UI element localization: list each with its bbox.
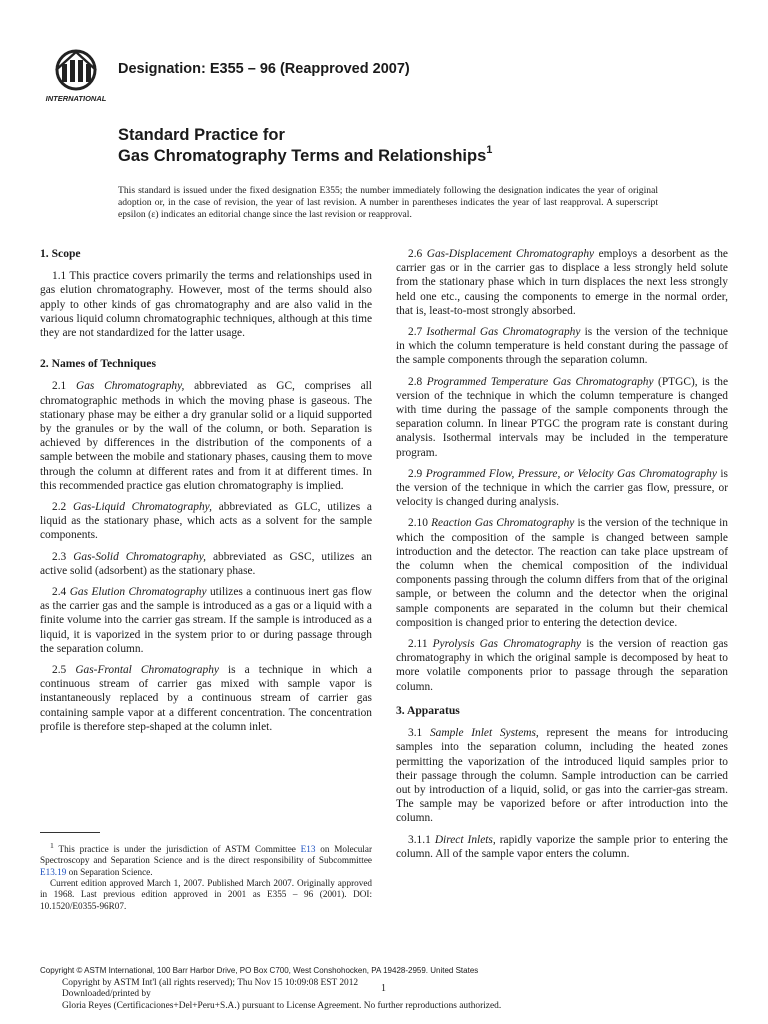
para-2-10: 2.10 Reaction Gas Chromatography is the version of the technique in which the composition of the sample is changed between sample introduction and the detector. The reaction can take place upstream of the column when the chemical composition of the individual components passing through the column differs from that of the original sample, or between the column and the detector when the original sample components are separated in the column but their chemical composition is changed prior to entering the detection device. bbox=[396, 517, 728, 629]
footnote-edition: Current edition approved March 1, 2007. Published March 2007. Originally approved in 1968. Last previous edition approved in 2001 as E355 – 96 (2001). DOI: 10.1520/E0355-96R07. bbox=[40, 877, 372, 911]
designation: Designation: E355 – 96 (Reapproved 2007) bbox=[118, 61, 410, 77]
para-2-3: 2.3 Gas-Solid Chromatography, abbreviated as GSC, utilizes an active solid (adsorbent) as the stationary phase. bbox=[40, 550, 372, 577]
download-line-2: Downloaded/printed by bbox=[62, 989, 151, 1000]
para-3-1-1: 3.1.1 Direct Inlets, rapidly vaporize the sample prior to entering the column. All of the sample vapor enters the column. bbox=[396, 833, 728, 860]
download-line-1: Copyright by ASTM Int'l (all rights reserved); Thu Nov 15 10:09:08 EST 2012 bbox=[62, 978, 359, 988]
para-2-4: 2.4 Gas Elution Chromatography utilizes a continuous inert gas flow as the carrier gas and the sample is introduced as a gas or a liquid with a finite volume into the carrier gas stream. If the sample is introduced as a liquid, it is vaporized in the system prior to or during passage through the separation column. bbox=[40, 586, 372, 655]
link-e13-19[interactable]: E13.19 bbox=[40, 866, 67, 877]
section-heading-scope: 1. Scope bbox=[40, 247, 81, 260]
left-column bbox=[40, 247, 372, 741]
para-2-7: 2.7 Isothermal Gas Chromatography is the version of the technique in which the column temperature is held constant during the passage of the sample components through the separation column. bbox=[396, 326, 728, 367]
section-heading-apparatus: 3. Apparatus bbox=[396, 703, 460, 717]
para-2-6: 2.6 Gas-Displacement Chromatography employs a desorbent as the carrier gas or in the carrier gas to displace a less strongly held solute from the stationary phase which in turn displaces the next less strongly held one etc., causing the components to emerge in the normal order, that is, least-to-most strongly absorbed. bbox=[396, 248, 728, 317]
title-line-2 bbox=[118, 144, 493, 166]
logo-text: INTERNATIONAL bbox=[45, 94, 107, 103]
right-column bbox=[396, 247, 728, 868]
para-2-11: 2.11 Pyrolysis Gas Chromatography is the version of reaction gas chromatography in which the original sample is decomposed by heat to more volatile components prior to passage through the separation column. bbox=[396, 638, 728, 693]
astm-logo-mark bbox=[42, 46, 110, 108]
download-notice bbox=[62, 978, 501, 1012]
link-e13[interactable]: E13 bbox=[300, 844, 316, 855]
footnotes bbox=[40, 840, 372, 912]
title-line-1: Standard Practice for bbox=[118, 126, 285, 144]
para-2-2: 2.2 Gas-Liquid Chromatography, abbreviated as GLC, utilizes a liquid as the stationary phase, which acts as a solvent for the sample components. bbox=[40, 501, 372, 542]
download-line-3: Gloria Reyes (Certificaciones+Del+Peru+S.A.) pursuant to License Agreement. No further reproductions authorized. bbox=[62, 1000, 502, 1011]
copyright-line: Copyright © ASTM International, 100 Barr Harbor Drive, PO Box C700, West Conshohocken, PA 19428-2959. United States bbox=[40, 966, 479, 975]
para-2-9: 2.9 Programmed Flow, Pressure, or Velocity Gas Chromatography is the version of the technique in which the carrier gas flow, pressure, or velocity is changed during analysis. bbox=[396, 467, 728, 509]
footnote-rule bbox=[40, 832, 100, 833]
title-text: Gas Chromatography Terms and Relationships bbox=[118, 147, 487, 165]
para-1-1: 1.1 This practice covers primarily the terms and relationships used in gas elution chromatography. However, most of the terms should also apply to other kinds of gas chromatography and are also valid in the various liquid column chromatographic techniques, although at this time they are not standardized for the latter usage. bbox=[40, 270, 372, 340]
footnote-1: $^1$ This practice is under the jurisdiction of ASTM Committee E13 on Molecular Spectroscopy and Separation Science and is the direct responsibility of Subcommittee E13.19 on Separation Science. bbox=[40, 841, 373, 877]
section-heading-names: 2. Names of Techniques bbox=[40, 357, 156, 371]
page-number: 1 bbox=[381, 983, 386, 994]
title-footnote-marker: 1 bbox=[486, 144, 493, 156]
para-2-5: 2.5 Gas-Frontal Chromatography is a technique in which a continuous stream of carrier gas mixed with sample vapor is instantaneously replaced by a continuous stream of carrier gas containing sample vapor at a different concentration. The concentration profile is therefore step-shaped at the column inlet. bbox=[40, 664, 372, 733]
para-2-1: 2.1 Gas Chromatography, abbreviated as GC, comprises all chromatographic methods in which the moving phase is gaseous. The stationary phase may be either a dry granular solid or a liquid supported by the granules or by the wall of the column, or both. Separation is achieved by differences in the distribution of the components of a sample between the mobile and stationary phases, causing them to move through the column at different rates and from it at different times. In this recommended practice gas elution chromatography is implied. bbox=[40, 380, 372, 492]
para-2-8: 2.8 Programmed Temperature Gas Chromatography (PTGC), is the version of the technique in which the column temperature is changed with time during the passage of the sample components through the separation column. In linear PTGC the program rate is constant during analysis. Isothermal intervals may be included in the temperature program. bbox=[396, 375, 729, 459]
para-3-1: 3.1 Sample Inlet Systems, represent the means for introducing samples into the separation column, including the heated zones permitting the vaporization of the introduced liquid samples prior to their passage through the column. Sample introduction can be carried out by introduction of a liquid, solid, or gas into the carrier-gas stream. The sample may be vaporized before or after introduction into the column. bbox=[396, 727, 728, 825]
astm-logo bbox=[42, 46, 110, 108]
intro-text: This standard is issued under the fixed designation E355; the number immediately following the designation indicates the year of original adoption or, in the case of revision, the year of last revision. A number in parentheses indicates the year of last reapproval. A superscript epsilon (ε) indicates an editorial change since the last revision or reapproval. bbox=[118, 185, 658, 220]
